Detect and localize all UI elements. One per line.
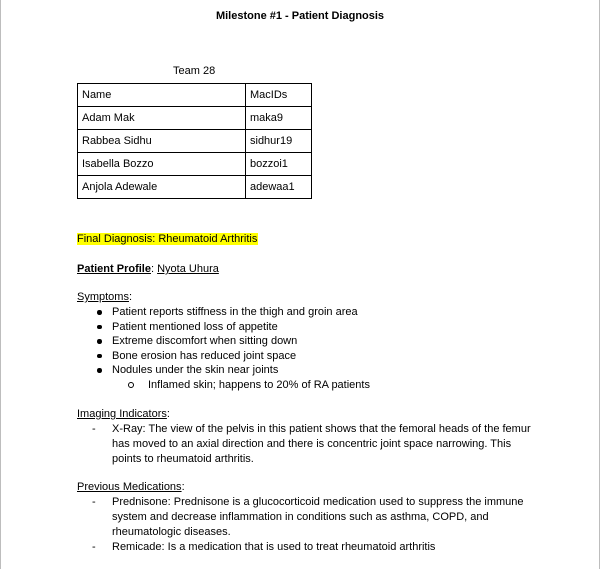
imaging-heading-text: Imaging Indicators xyxy=(77,408,167,420)
profile-label: Patient Profile xyxy=(77,263,151,275)
member-macid: bozzoi1 xyxy=(246,153,312,176)
final-diagnosis: Final Diagnosis: Rheumatoid Arthritis xyxy=(77,233,258,245)
team-table xyxy=(77,83,312,199)
medications-heading: Previous Medications: xyxy=(77,481,185,493)
member-name: Adam Mak xyxy=(78,107,246,130)
table-row xyxy=(78,153,312,176)
list-item-text: Nodules under the skin near joints xyxy=(112,364,279,377)
imaging-heading: Imaging Indicators: xyxy=(77,408,170,420)
medications-heading-text: Previous Medications xyxy=(77,481,182,493)
symptoms-list xyxy=(97,305,557,393)
header-name: Name xyxy=(78,84,246,107)
list-item: Bone erosion has reduced joint space xyxy=(97,349,557,364)
table-header-row xyxy=(78,84,312,107)
profile-value: Nyota Uhura xyxy=(157,263,219,275)
team-label: Team 28 xyxy=(173,65,216,77)
member-name: Rabbea Sidhu xyxy=(78,130,246,153)
member-macid: adewaa1 xyxy=(246,176,312,199)
member-macid: maka9 xyxy=(246,107,312,130)
list-item: Extreme discomfort when sitting down xyxy=(97,334,557,349)
list-item: - Prednisone: Prednisone is a glucocorticoid medication used to suppress the immune system and decrease inflammation in conditions such as asthma, COPD, and rheumatologic diseases. xyxy=(92,495,542,540)
member-macid: sidhur19 xyxy=(246,130,312,153)
sub-list-item: Inflamed skin; happens to 20% of RA patients xyxy=(128,378,557,393)
list-item xyxy=(97,363,557,392)
member-name: Isabella Bozzo xyxy=(78,153,246,176)
imaging-list xyxy=(92,422,542,467)
profile-separator: : xyxy=(150,263,158,275)
list-item: Patient mentioned loss of appetite xyxy=(97,320,557,335)
patient-profile xyxy=(77,263,219,275)
member-name: Anjola Adewale xyxy=(78,176,246,199)
medications-list xyxy=(92,495,542,555)
list-item: - X-Ray: The view of the pelvis in this patient shows that the femoral heads of the femur has moved to an axial direction and there is concentric joint space narrowing. This points to rheumatoid arthritis. xyxy=(92,422,542,467)
table-row xyxy=(78,176,312,199)
symptoms-sublist xyxy=(112,378,557,393)
list-item: - Remicade: Is a medication that is used to treat rheumatoid arthritis xyxy=(92,540,542,555)
list-item: Patient reports stiffness in the thigh and groin area xyxy=(97,305,557,320)
table-row xyxy=(78,107,312,130)
document-title: Milestone #1 - Patient Diagnosis xyxy=(215,10,385,22)
symptoms-heading: Symptoms: xyxy=(77,291,133,303)
table-row xyxy=(78,130,312,153)
symptoms-heading-text: Symptoms xyxy=(77,291,129,303)
header-macids: MacIDs xyxy=(246,84,312,107)
